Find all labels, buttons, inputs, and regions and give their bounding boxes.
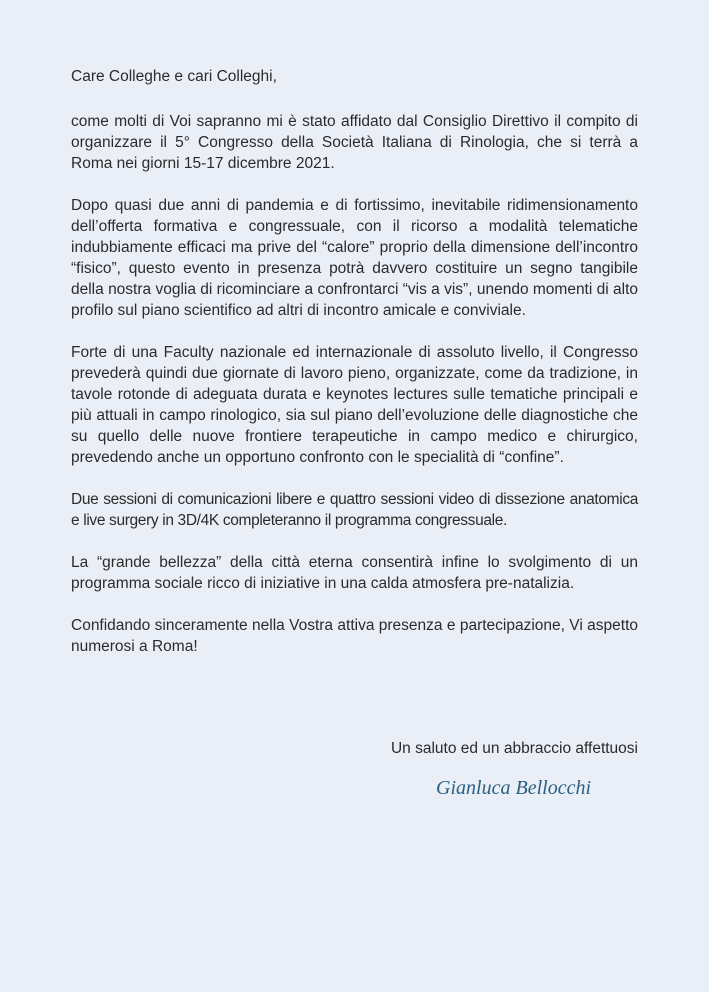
paragraph-intro: come molti di Voi sapranno mi è stato affidato dal Consiglio Direttivo il compito di organizzare il 5° Congresso della Società Italiana di Rinologia, che si terrà a Roma nei giorni 15-17 dicembre 2021. — [71, 113, 638, 172]
paragraph-invitation: Confidando sinceramente nella Vostra attiva presenza e partecipazione, Vi aspetto numerosi a Roma! — [71, 617, 638, 655]
paragraph-pandemic: Dopo quasi due anni di pandemia e di fortissimo, inevitabile ridimensionamento dell’offerta formativa e congressuale, con il ricorso a modalità telematiche indubbiamente efficaci ma prive del “calore” proprio della dimensione dell’incontro “fisico”, questo evento in presenza potrà davvero costituire un segno tangibile della nostra voglia di ricominciare a confrontarci “vis a vis”, unendo momenti di alto profilo sul piano scientifico ad altri di incontro amicale e conviviale. — [71, 197, 638, 319]
letter-closing: Un saluto ed un abbraccio affettuosi — [390, 740, 638, 757]
letter-greeting: Care Colleghe e cari Colleghi, — [71, 68, 277, 85]
paragraph-social: La “grande bellezza” della città eterna consentirà infine lo svolgimento di un programma sociale ricco di iniziative in una calda atmosfera pre-natalizia. — [71, 554, 638, 592]
paragraph-faculty: Forte di una Faculty nazionale ed internazionale di assoluto livello, il Congresso prevederà quindi due giornate di lavoro pieno, organizzate, come da tradizione, in tavole rotonde di adeguata durata e keynotes lectures sulle tematiche principali e più attuali in campo rinologico, sia sul piano dell’evoluzione delle diagnostiche che su quello delle nuove frontiere terapeutiche in campo medico e chirurgico, prevedendo anche un opportuno confronto con le specialità di “confine”. — [71, 344, 638, 466]
signature: Gianluca Bellocchi — [436, 777, 591, 799]
letter-body — [71, 66, 638, 678]
paragraph-sessions: Due sessioni di comunicazioni libere e quattro sessioni video di dissezione anatomica e live surgery in 3D/4K completeranno il programma congressuale. — [71, 491, 638, 529]
